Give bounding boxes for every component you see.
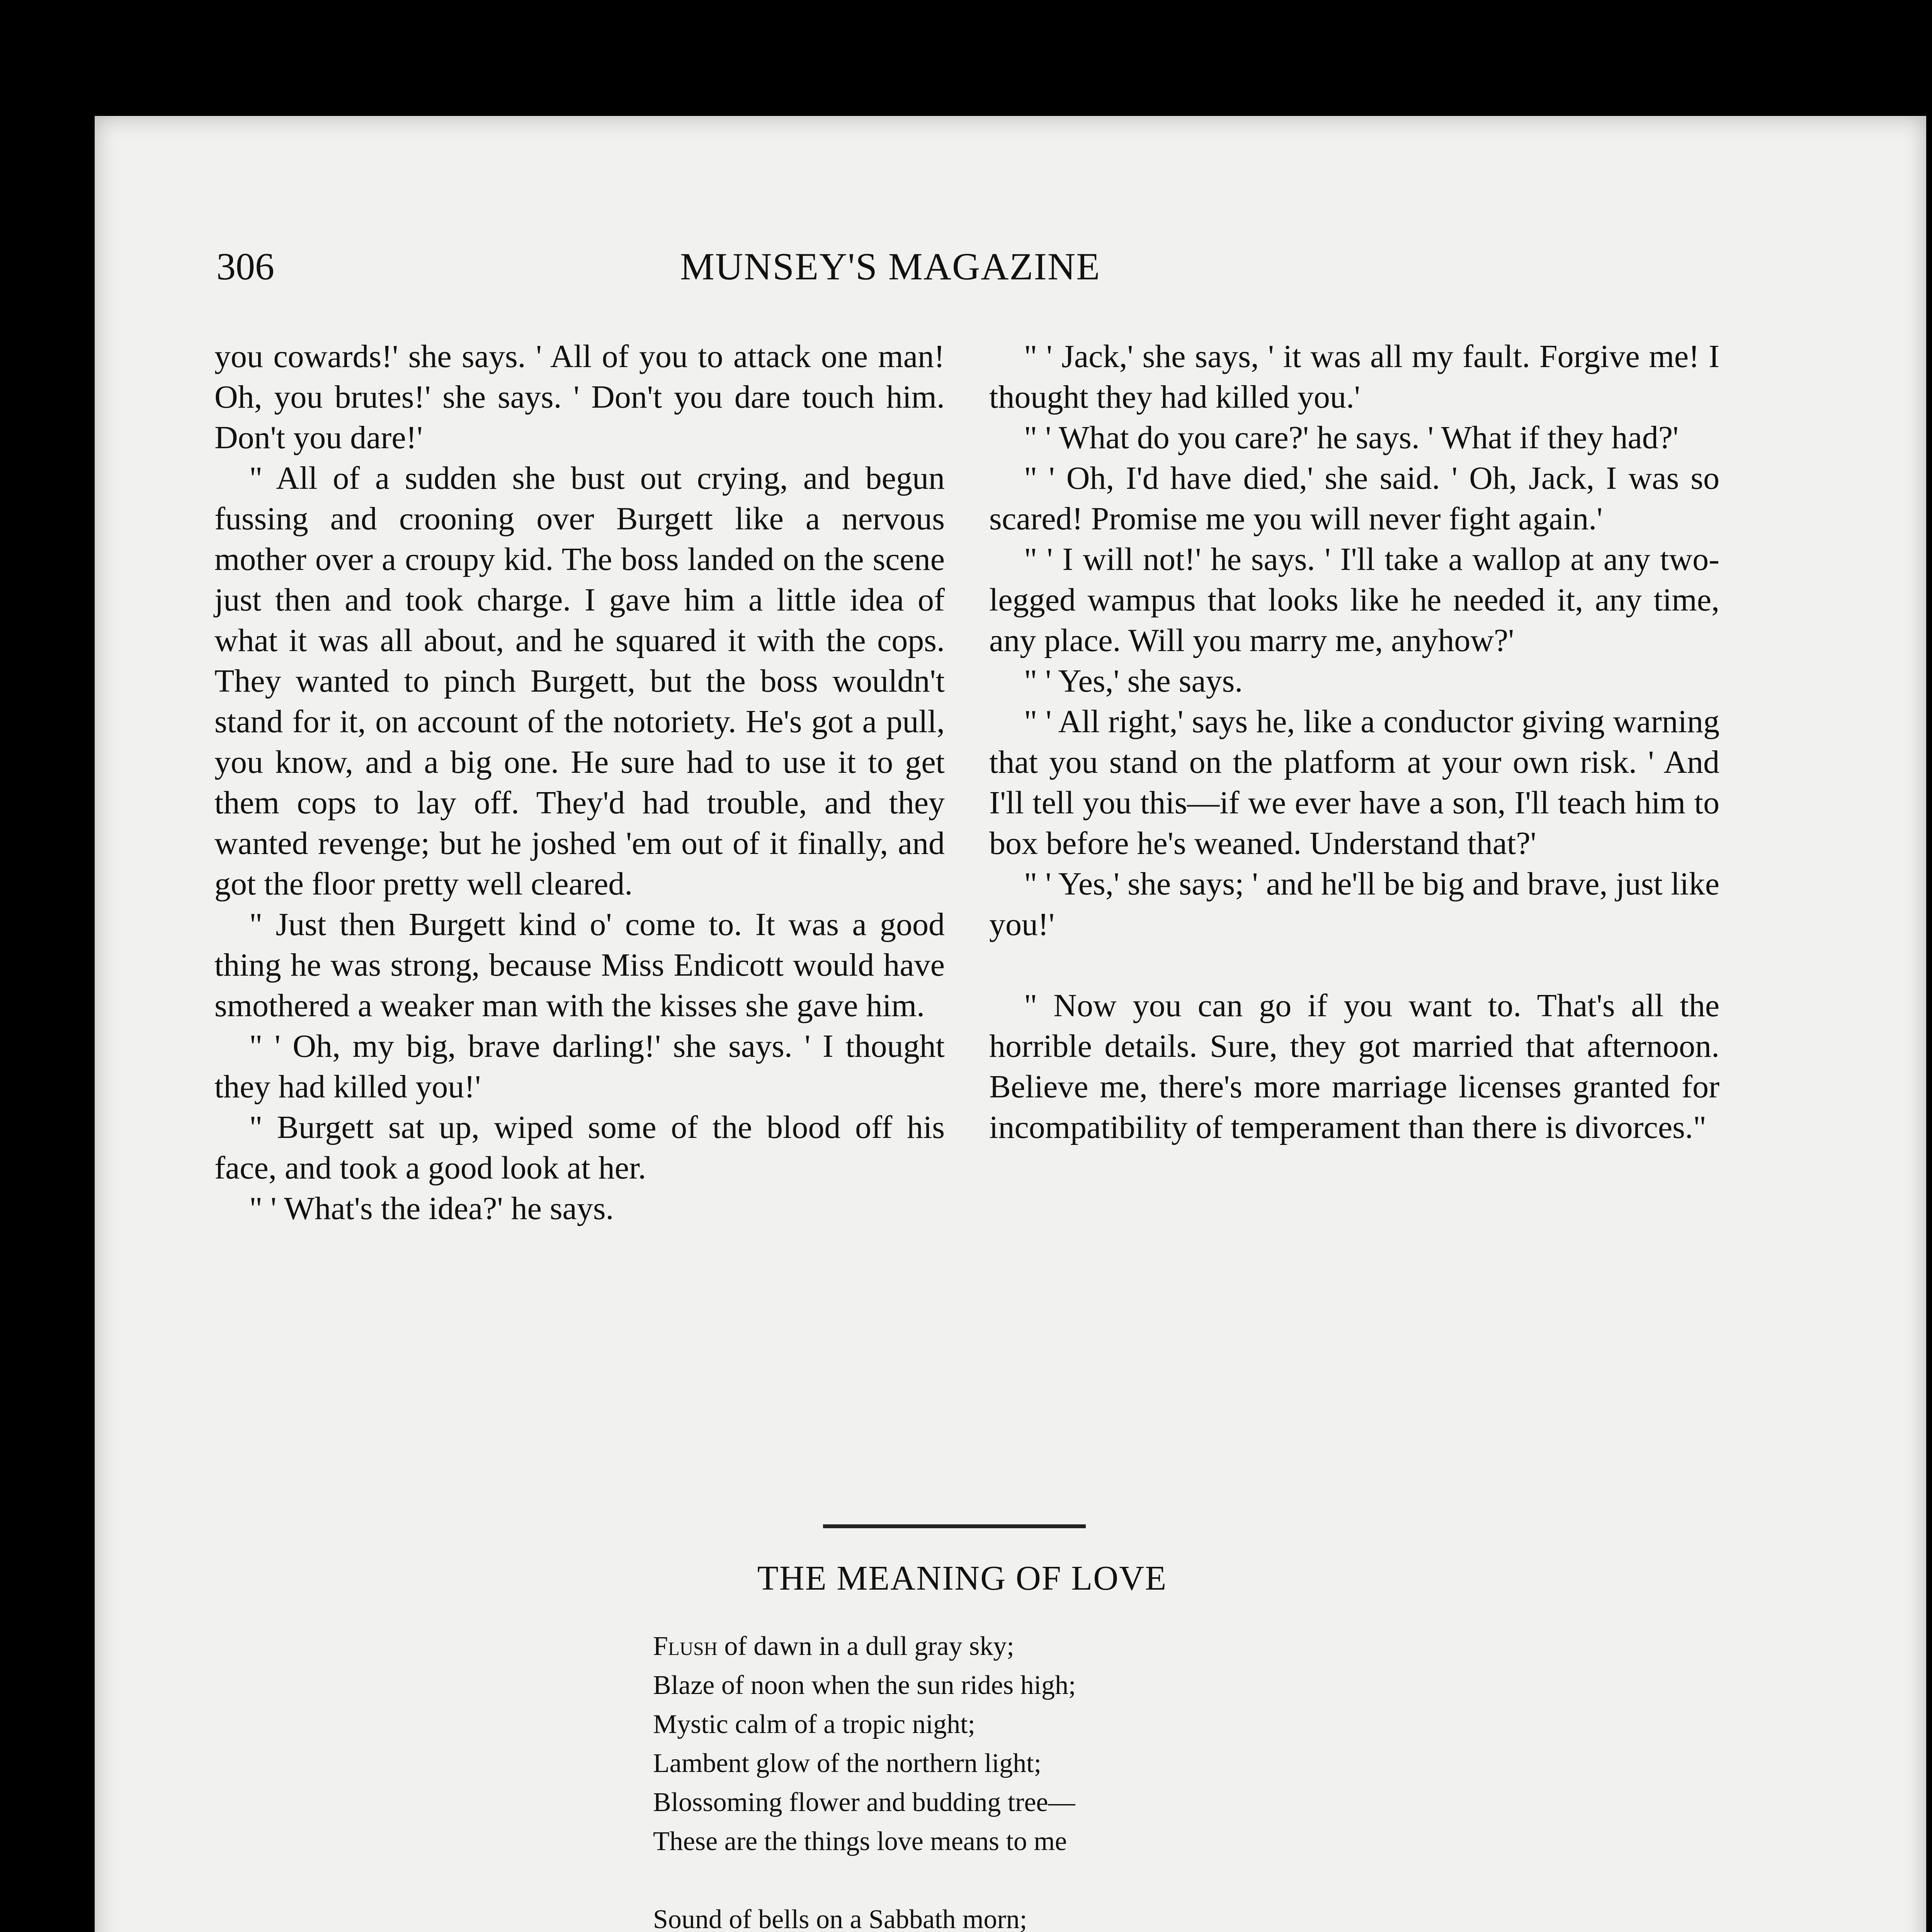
story-paragraph: " ' Yes,' she says. [1024,663,1243,699]
poem-line: Blaze of noon when the sun rides high; [653,1670,1076,1700]
story-paragraph: you cowards!' she says. ' All of you to attack one man! Oh, you brutes!' she says. ' Don't you dare touch him. Don't you dare!' [214,338,945,456]
story-paragraph: " Now you can go if you want to. That's all the horrible details. Sure, they got married that afternoon. Believe me, there's more marriage licenses granted for incompatibility of temperament than there is divorces." [989,988,1719,1145]
poem-line: Lambent glow of the northern light; [653,1748,1042,1778]
page-number: 306 [216,245,274,288]
story-paragraph: " ' Yes,' she says; ' and he'll be big and brave, just like you!' [989,866,1719,942]
poem-title: THE MEANING OF LOVE [757,1559,1167,1597]
running-head: MUNSEY'S MAGAZINE [680,245,1101,288]
story-paragraph: " Just then Burgett kind o' come to. It was a good thing he was strong, because Miss Endicott would have smothered a weaker man with the kisses she gave him. [214,906,945,1024]
poem-line: Mystic calm of a tropic night; [653,1709,975,1739]
poem-line: Sound of bells on a Sabbath morn; [653,1905,1027,1932]
poem [653,1627,1310,1932]
poem-line [653,1627,1310,1666]
poem-line-text: of dawn in a dull gray sky; [717,1631,1014,1661]
poem-stanza [653,1900,1310,1932]
story-paragraph: " ' What's the idea?' he says. [249,1190,614,1226]
poem-line: Blossoming flower and budding tree— [653,1787,1075,1817]
story-paragraph: " All of a sudden she bust out crying, and begun fussing and crooning over Burgett like a nervous mother over a croupy kid. The boss landed on the scene just then and took charge. I gave him a little idea of what it was all about, and he squared it with the cops. They wanted to pinch Burgett, but the boss wouldn't stand for it, on account of the notoriety. He's got a pull, you know, and a big one. He sure had to use it to get them cops to lay off. They'd had trouble, and they wanted revenge; but he joshed 'em out of it finally, and got the floor pretty well cleared. [214,460,945,902]
story-right-column [989,336,1719,1148]
story-paragraph: " ' Oh, my big, brave darling!' she says. ' I thought they had killed you!' [214,1028,945,1105]
story-paragraph: " ' All right,' says he, like a conductor giving warning that you stand on the platform at your own risk. ' And I'll tell you this—if we ever have a son, I'll teach him to box before he's weaned. Understand that?' [989,704,1719,861]
story-paragraph: " Burgett sat up, wiped some of the blood off his face, and took a good look at her. [214,1109,945,1186]
story-left-column [214,336,945,1229]
section-divider [823,1524,1086,1528]
story-paragraph: " ' What do you care?' he says. ' What if they had?' [1024,420,1679,456]
story-paragraph: " ' Oh, I'd have died,' she said. ' Oh, Jack, I was so scared! Promise me you will never fight again.' [989,460,1719,537]
story-paragraph: " ' Jack,' she says, ' it was all my fault. Forgive me! I thought they had killed you.' [989,338,1719,415]
story-paragraph: " ' I will not!' he says. ' I'll take a wallop at any two-legged wampus that looks like he needed it, any time, any place. Will you marry me, anyhow?' [989,541,1719,658]
poem-stanza [653,1627,1310,1861]
poem-first-word: Flush [653,1631,718,1661]
poem-line: These are the things love means to me [653,1827,1067,1856]
